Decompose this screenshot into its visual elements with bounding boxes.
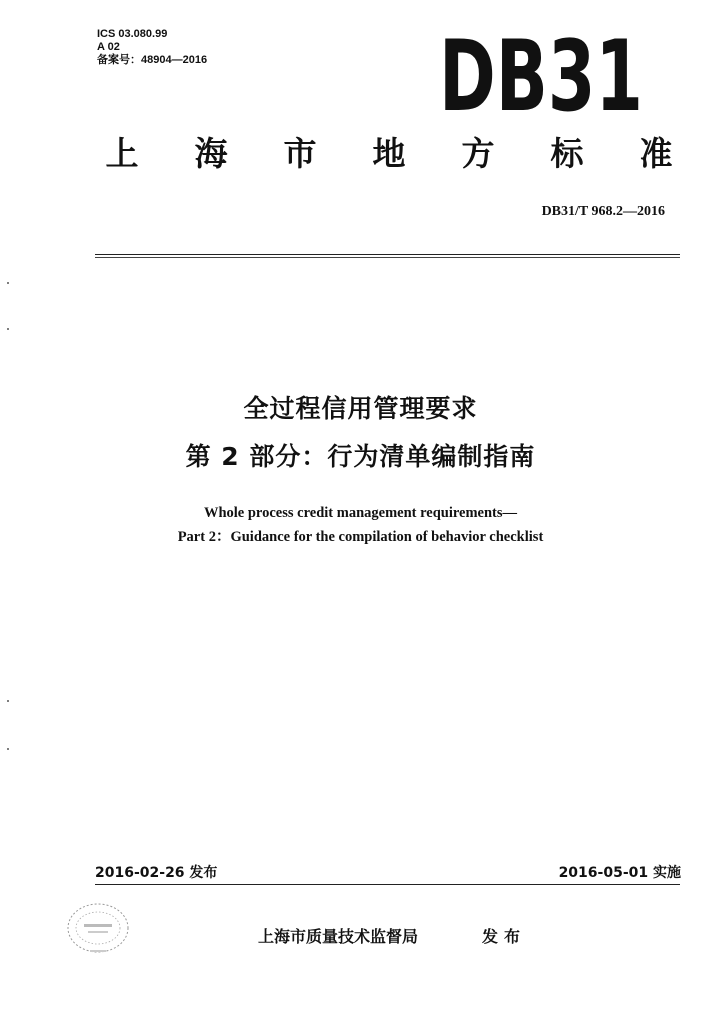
header-divider-secondary: [95, 257, 680, 258]
standard-number: DB31/T 968.2—2016: [541, 204, 665, 219]
chinese-title-line2: 第 2 部分：行为清单编制指南: [185, 442, 536, 471]
document-metadata: [97, 28, 207, 67]
standard-type-char: 市: [283, 134, 317, 173]
footer-divider: [95, 884, 680, 885]
standard-type-char: 标: [550, 134, 584, 173]
db31-logo: [438, 20, 644, 134]
scan-mark: [7, 328, 9, 330]
seal-stamp-icon: [60, 898, 136, 962]
standard-type-char: 准: [639, 134, 673, 173]
english-title-line1: Whole process credit management requirements—: [203, 505, 518, 521]
implementation-date: 2016-05-01 实施: [558, 865, 681, 881]
standard-type-char: 上: [105, 134, 139, 173]
issue-label: 发布: [482, 927, 527, 946]
standard-type-char: 方: [461, 134, 495, 173]
standard-type-char: 海: [194, 134, 228, 173]
scan-mark: [7, 748, 9, 750]
db31-logo-text: DB31: [439, 20, 643, 134]
issuing-authority: 上海市质量技术监督局: [258, 927, 419, 946]
header-divider: [95, 254, 680, 255]
scan-mark: [7, 282, 9, 284]
ics-code: ICS 03.080.99: [97, 28, 168, 40]
standard-type-heading: [100, 132, 678, 176]
scan-mark: [7, 700, 9, 702]
classification-code: A 02: [97, 41, 120, 53]
publish-date: 2016-02-26 发布: [95, 865, 218, 881]
english-title-line2: Part 2：Guidance for the compilation of behavior checklist: [177, 529, 544, 545]
chinese-title-line1: 全过程信用管理要求: [243, 394, 478, 423]
standard-type-char: 地: [372, 134, 406, 173]
record-number: 备案号：48904—2016: [97, 54, 208, 66]
